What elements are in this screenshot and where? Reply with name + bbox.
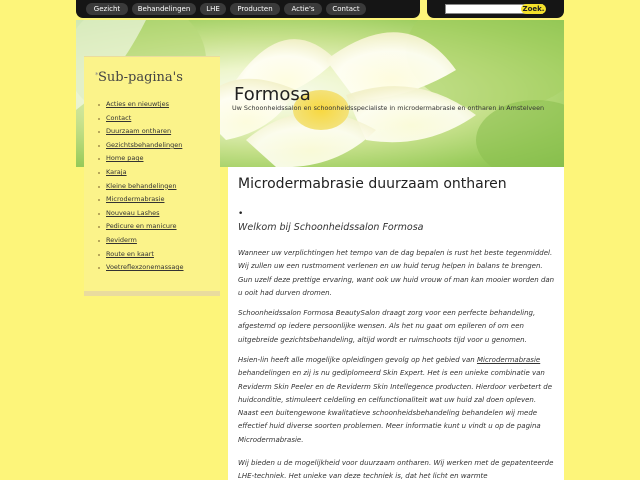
page-title: Microdermabrasie duurzaam ontharen — [238, 176, 507, 192]
site-subtitle: Uw Schoonheidssalon en schoonheidsspecialiste in microdermabrasie en ontharen in Amstelveen — [232, 104, 545, 112]
paragraph-text: behandelingen en zij is nu gediplomeerd Skin Expert. Het is een unieke combinatie van Reviderm Skin Peeler en de Reviderm Skin Intellegence producten. Hierdoor verbetert de huidconditie, stimuleert celdeling en celfunctionaliteit wat uw huid zal doen opleven. Naast een buitengewone kwalitatieve schoonheidsbehandeling behandelen wij mede effectief huid diverse soorten problemen. Meer informatie kunt u vindt u op de pagina Microdermabrasie. — [238, 369, 553, 444]
sidebar-item-route[interactable]: Route en kaart — [106, 248, 184, 262]
sidebar-item-contact[interactable]: Contact — [106, 112, 184, 126]
nav-producten[interactable]: Producten — [230, 3, 280, 15]
nav-lhe[interactable]: LHE — [200, 3, 226, 15]
sidebar-item-pedicure[interactable]: Pedicure en manicure — [106, 220, 184, 234]
sidebar-item-kleine-behandelingen[interactable]: Kleine behandelingen — [106, 180, 184, 194]
microdermabrasie-link[interactable]: Microdermabrasie — [476, 356, 541, 364]
top-navigation — [76, 0, 420, 18]
main-content — [228, 167, 564, 480]
ontharen-paragraph: Wij bieden u de mogelijkheid voor duurzaam ontharen. Wij werken met de gepatenteerde LHE-techniek. Het unieke van deze techniek is, dat het licht en warmte — [238, 459, 554, 480]
nav-gezicht[interactable]: Gezicht — [86, 3, 128, 15]
bullet-marker: • — [238, 209, 244, 219]
nav-acties[interactable]: Actie's — [284, 3, 322, 15]
intro-paragraph: Wanneer uw verplichtingen het tempo van de dag bepalen is rust het beste tegenmiddel. Wij zullen uw een rustmoment verlenen en uw huid terug helpen in balans te brengen. Gun uzelf deze prettige ervaring, want ook uw huid vrouw of man kan mooier worden dan u ooit had durven dromen. — [238, 249, 555, 297]
sidebar-item-reviderm[interactable]: Reviderm — [106, 234, 184, 248]
sidebar-item-nouveau-lashes[interactable]: Nouveau Lashes — [106, 207, 184, 221]
sidebar-item-karaja[interactable]: Karaja — [106, 166, 184, 180]
sidebar-item-microdermabrasie[interactable]: Microdermabrasie — [106, 193, 184, 207]
welcome-heading: Welkom bij Schoonheidssalon Formosa — [238, 222, 424, 233]
search-bar — [427, 0, 564, 18]
sidebar-item-voetreflex[interactable]: Voetreflexzonemassage — [106, 261, 184, 275]
paragraph-text: Hsien-lin heeft alle mogelijke opleidingen gevolg op het gebied van — [238, 356, 477, 364]
sidebar-item-home-page[interactable]: Home page — [106, 152, 184, 166]
sidebar-item-acties[interactable]: Acties en nieuwtjes — [106, 98, 184, 112]
sidebar-list — [106, 98, 184, 275]
sidebar-item-duurzaam-ontharen[interactable]: Duurzaam ontharen — [106, 125, 184, 139]
sidebar-item-gezichtsbehandelingen[interactable]: Gezichtsbehandelingen — [106, 139, 184, 153]
sidebar-star-icon: * — [95, 71, 99, 79]
search-button[interactable]: Zoek. — [522, 5, 545, 13]
nav-contact[interactable]: Contact — [326, 3, 366, 15]
site-title: Formosa — [234, 84, 311, 105]
sidebar-title: Sub-pagina's — [98, 70, 183, 85]
salon-paragraph: Schoonheidssalon Formosa BeautySalon draagt zorg voor een perfecte behandeling, afgestemd op iedere persoonlijke wensen. Als het nu gaat om epileren of om een uitgebreide gezichtsbehandeling, altijd wordt er ruimschoots tijd voor u genomen. — [238, 309, 536, 344]
sidebar — [84, 56, 220, 296]
microdermabrasie-paragraph — [238, 354, 558, 447]
nav-behandelingen[interactable]: Behandelingen — [132, 3, 196, 15]
